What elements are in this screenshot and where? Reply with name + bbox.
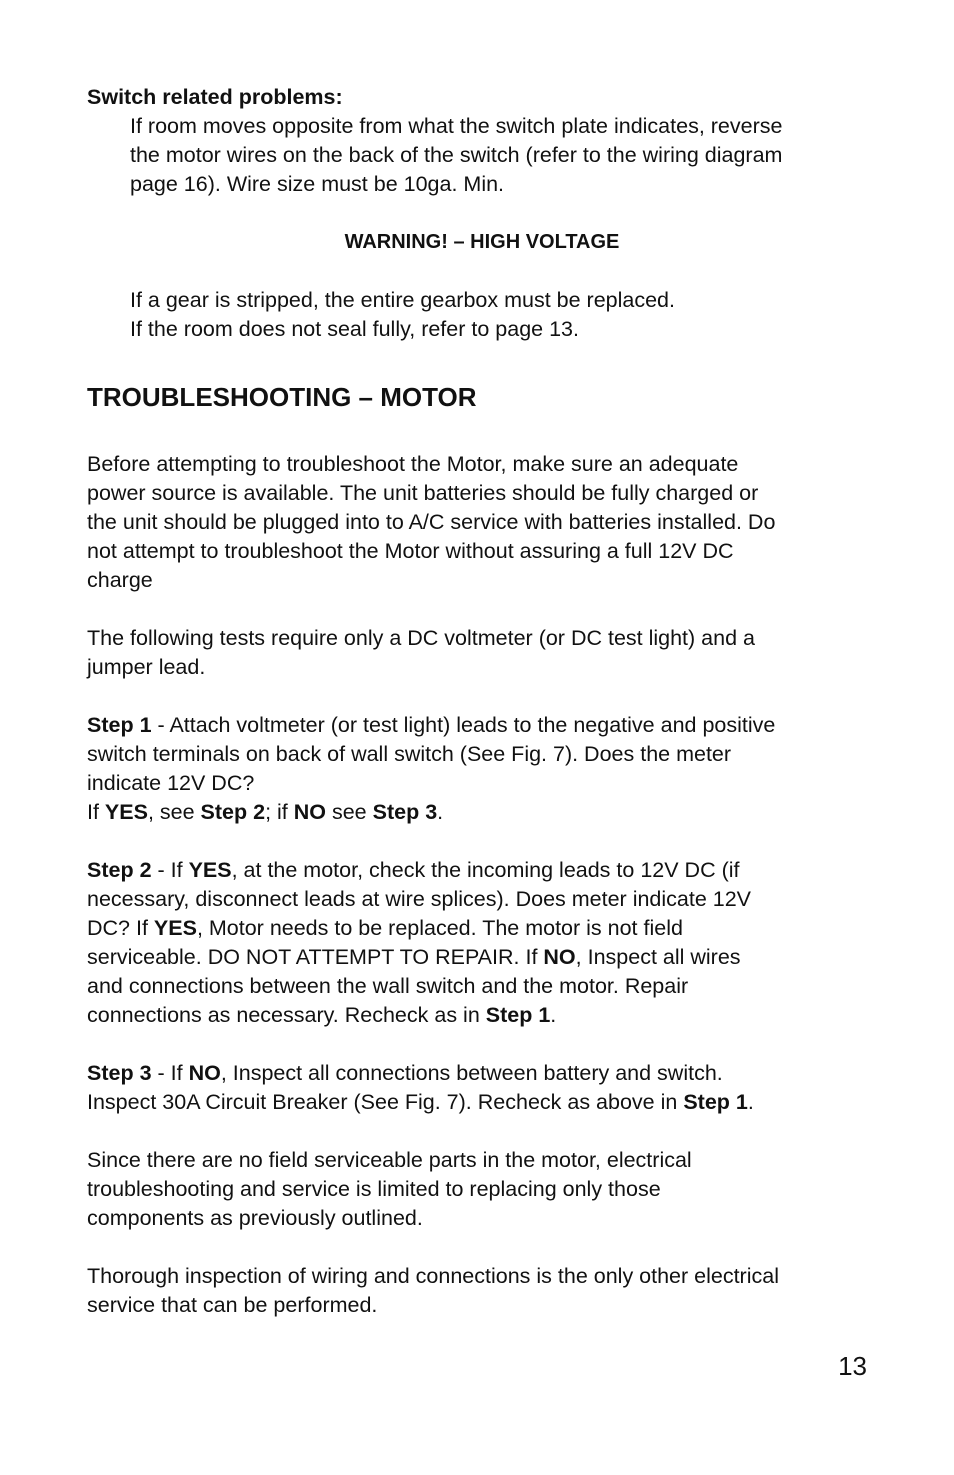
text-line: [87, 711, 877, 740]
text-line: If room moves opposite from what the switch plate indicates, reverse: [130, 114, 783, 138]
text-span: , Inspect all wires: [575, 945, 741, 969]
text-span: .: [550, 1003, 557, 1027]
text-line: components as previously outlined.: [87, 1206, 423, 1230]
text-line: jumper lead.: [87, 655, 206, 679]
text-line: the motor wires on the back of the switch (refer to the wiring diagram: [130, 143, 783, 167]
text-line: [87, 856, 877, 885]
step-1-paragraph: [87, 711, 877, 827]
text-span: .: [747, 1090, 754, 1114]
yes-word: YES: [188, 858, 232, 882]
section-title: TROUBLESHOOTING – MOTOR: [87, 382, 477, 412]
document-page: [87, 83, 877, 1320]
step-label: Step 1: [87, 713, 152, 737]
gear-seal-text: [87, 286, 877, 344]
text-line: [87, 1088, 877, 1117]
text-span: , at the motor, check the incoming leads to 12V DC (if: [231, 858, 740, 882]
text-line: indicate 12V DC?: [87, 771, 255, 795]
inspection-note-paragraph: [87, 1262, 877, 1320]
text-line: [87, 914, 877, 943]
step-reference: Step 3: [372, 800, 438, 824]
text-line: [87, 798, 877, 827]
no-word: NO: [543, 945, 576, 969]
no-word: NO: [188, 1061, 221, 1085]
no-word: NO: [293, 800, 326, 824]
text-span: see: [326, 800, 373, 824]
text-span: , see: [147, 800, 201, 824]
yes-word: YES: [104, 800, 148, 824]
text-line: If the room does not seal fully, refer to page 13.: [130, 317, 579, 341]
text-line: switch terminals on back of wall switch (See Fig. 7). Does the meter: [87, 742, 732, 766]
text-line: necessary, disconnect leads at wire splices). Does meter indicate 12V: [87, 887, 752, 911]
text-line: not attempt to troubleshoot the Motor without assuring a full 12V DC: [87, 539, 734, 563]
text-line: [87, 943, 877, 972]
text-span: , Inspect all connections between battery and switch.: [220, 1061, 723, 1085]
text-span: ; if: [265, 800, 294, 824]
text-span: - If: [151, 858, 189, 882]
step-2-paragraph: [87, 856, 877, 1030]
text-span: If: [87, 800, 105, 824]
text-line: troubleshooting and service is limited to replacing only those: [87, 1177, 661, 1201]
text-span: - If: [151, 1061, 189, 1085]
text-line: service that can be performed.: [87, 1293, 378, 1317]
parts-note-paragraph: [87, 1146, 877, 1233]
step-3-paragraph: [87, 1059, 877, 1117]
step-reference: Step 2: [200, 800, 266, 824]
text-span: - Attach voltmeter (or test light) leads to the negative and positive: [151, 713, 776, 737]
text-line: charge: [87, 568, 153, 592]
text-span: , Motor needs to be replaced. The motor is not field: [196, 916, 683, 940]
text-line: and connections between the wall switch and the motor. Repair: [87, 974, 689, 998]
text-span: DC? If: [87, 916, 154, 940]
step-label: Step 2: [87, 858, 152, 882]
text-span: Inspect 30A Circuit Breaker (See Fig. 7). Recheck as above in: [87, 1090, 684, 1114]
switch-problems-text: [87, 112, 877, 199]
text-line: page 16). Wire size must be 10ga. Min.: [130, 172, 505, 196]
text-span: .: [437, 800, 444, 824]
intro-paragraph: [87, 450, 877, 595]
switch-problems-heading: Switch related problems:: [87, 85, 343, 109]
text-line: the unit should be plugged into to A/C service with batteries installed. Do: [87, 510, 776, 534]
step-reference: Step 1: [485, 1003, 551, 1027]
step-reference: Step 1: [683, 1090, 748, 1114]
high-voltage-warning: WARNING! – HIGH VOLTAGE: [344, 231, 620, 253]
text-line: [87, 1001, 877, 1030]
text-line: power source is available. The unit batteries should be fully charged or: [87, 481, 759, 505]
step-label: Step 3: [87, 1061, 152, 1085]
yes-word: YES: [153, 916, 197, 940]
text-span: connections as necessary. Recheck as in: [87, 1003, 486, 1027]
tests-paragraph: [87, 624, 877, 682]
text-line: The following tests require only a DC voltmeter (or DC test light) and a: [87, 626, 755, 650]
text-line: Since there are no field serviceable parts in the motor, electrical: [87, 1148, 692, 1172]
text-line: If a gear is stripped, the entire gearbox must be replaced.: [130, 288, 675, 312]
text-span: serviceable. DO NOT ATTEMPT TO REPAIR. If: [87, 945, 544, 969]
text-line: Thorough inspection of wiring and connections is the only other electrical: [87, 1264, 779, 1288]
text-line: [87, 1059, 877, 1088]
page-number: 13: [838, 1351, 867, 1381]
text-line: Before attempting to troubleshoot the Motor, make sure an adequate: [87, 452, 739, 476]
